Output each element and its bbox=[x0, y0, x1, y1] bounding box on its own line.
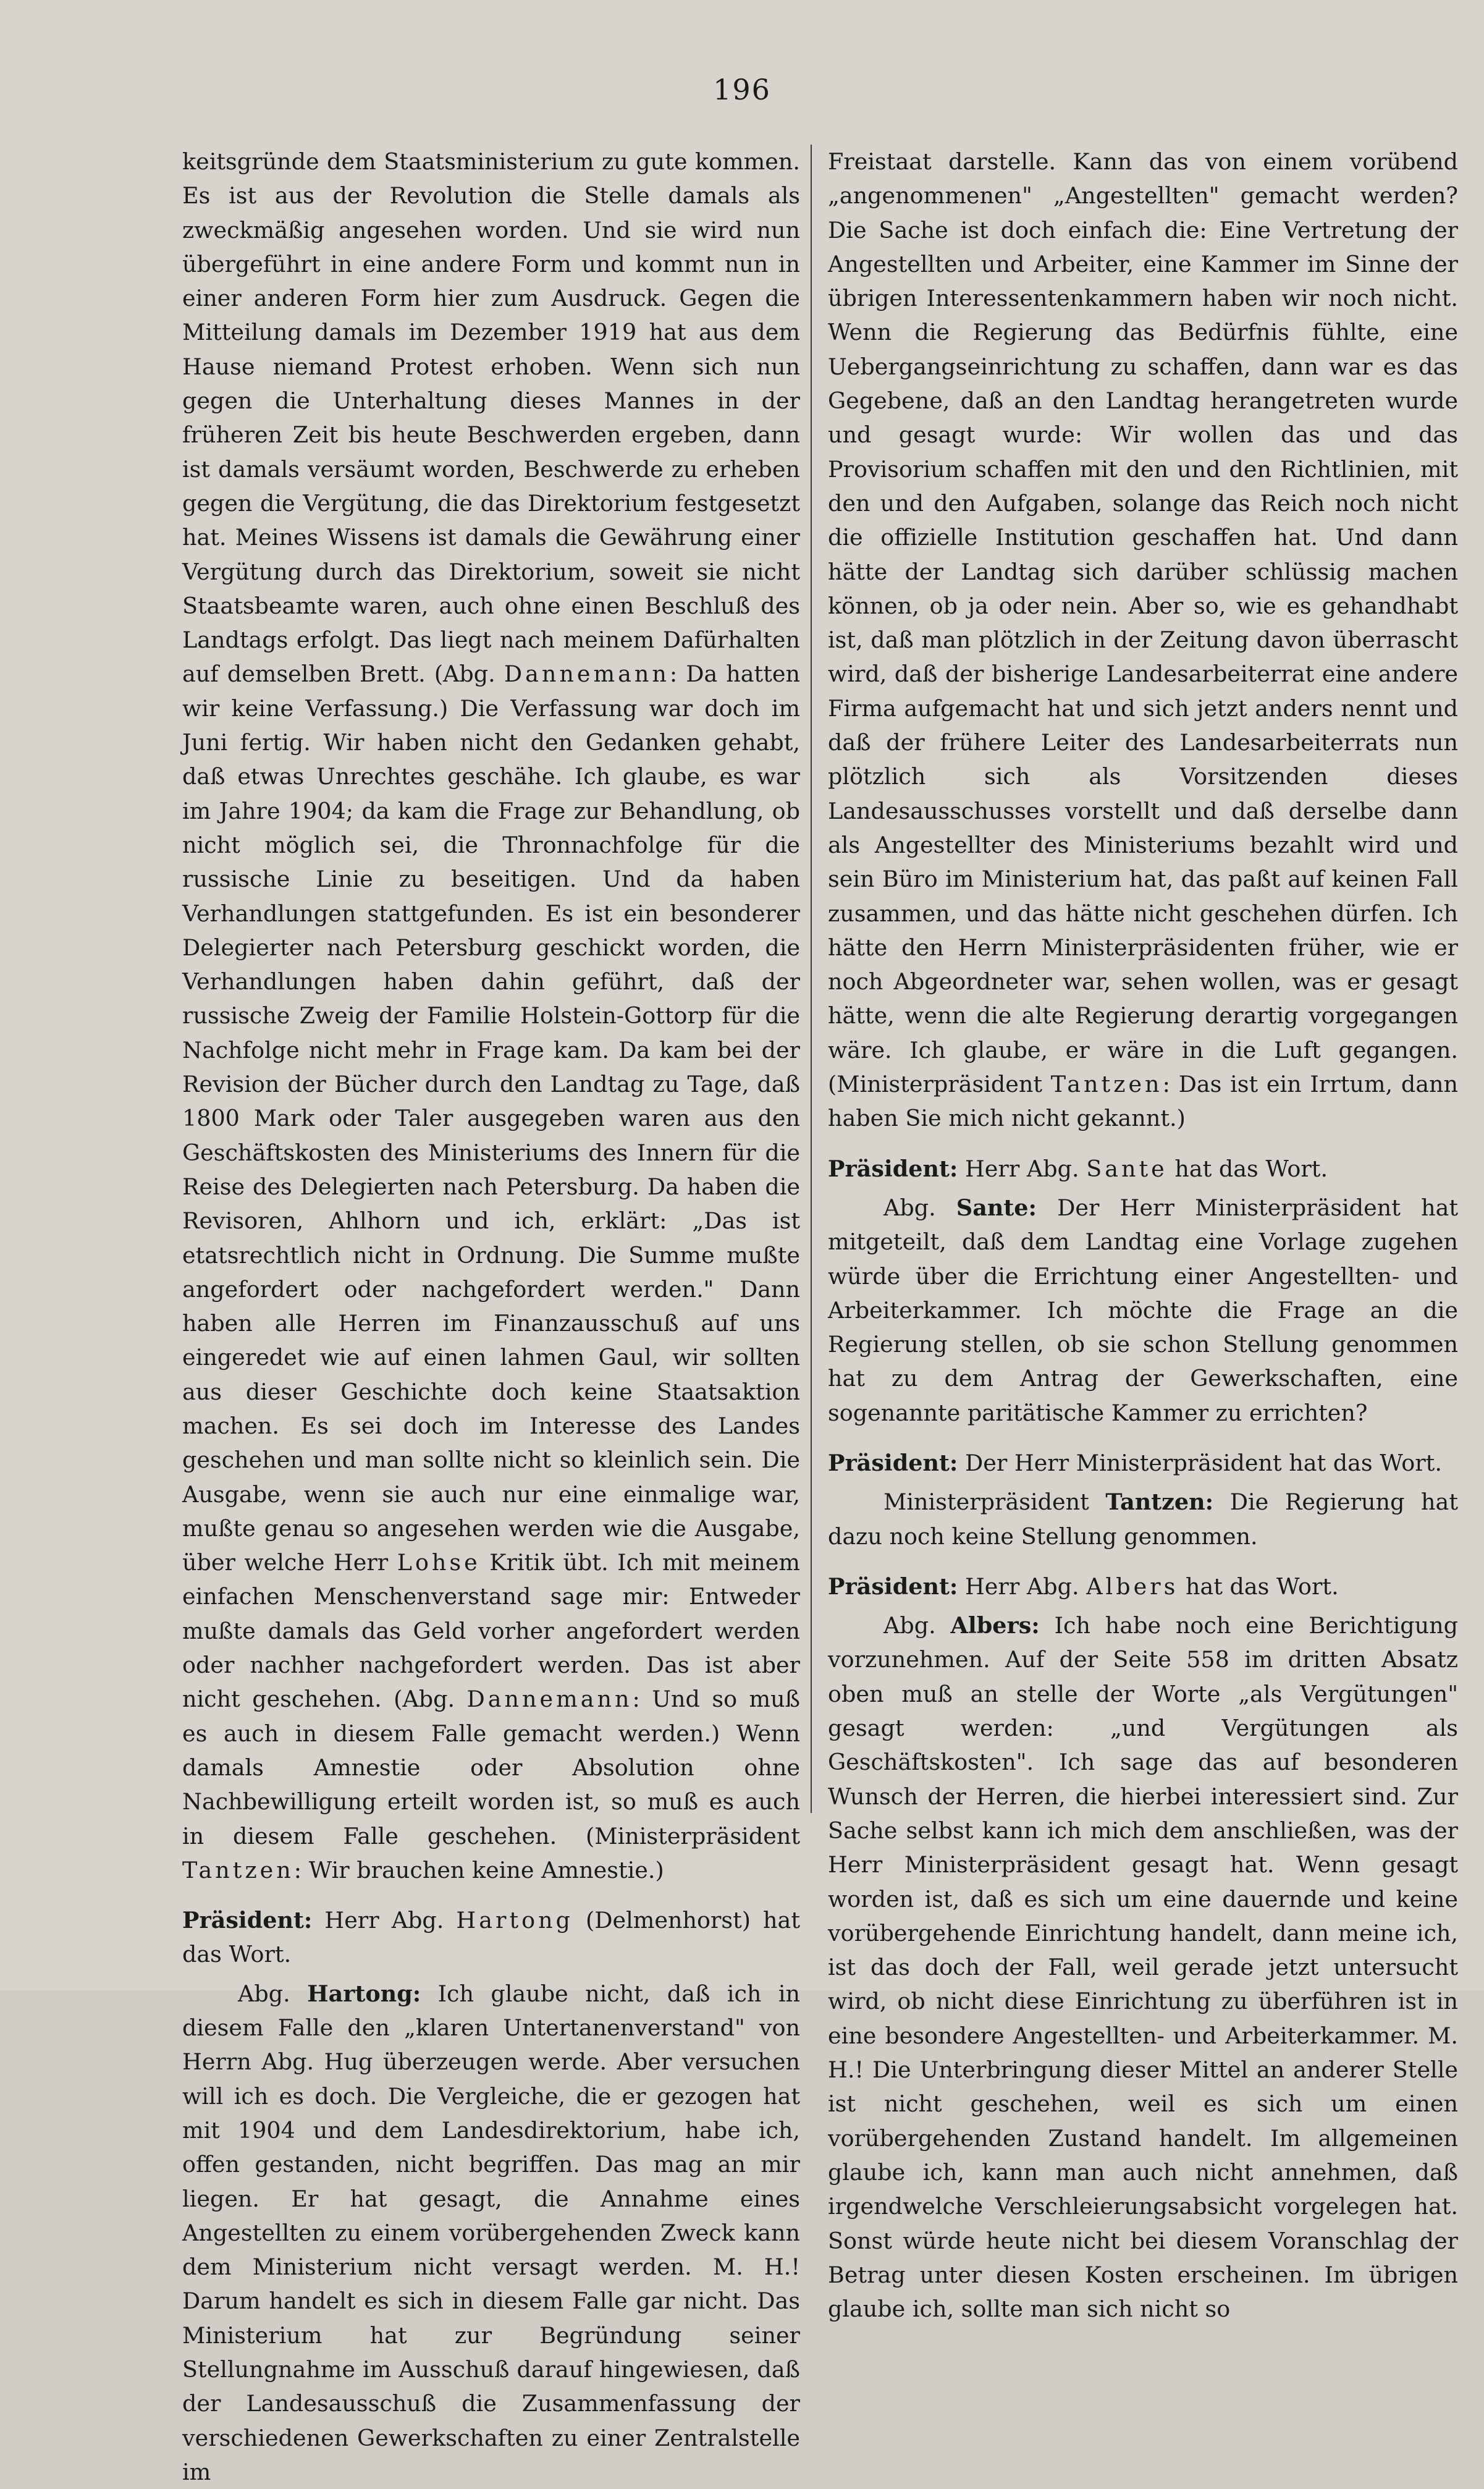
heading-label: Präsident: bbox=[828, 1573, 958, 1600]
paragraph: Abg. Albers: Ich habe noch eine Berichtigung vorzunehmen. Auf der Seite 558 im dritten Absatz oben muß an stelle der Worte „als Vergütungen" gesagt werden: „und Vergütungen als Geschäftskosten". Ich sage das auf besonderen Wunsch der Herren, die hierbei interessiert sind. Zur Sache selbst kann ich mich dem anschließen, was der Herr Ministerpräsident gesagt hat. Wenn gesagt worden ist, daß es sich um eine dauernde und keine vorübergehende Einrichtung handelt, dann meine ich, ist das doch der Fall, weil gerade jetzt untersucht wird, ob nicht diese Einrichtung zu überführen ist in eine besondere Angestellten- und Arbeiterkammer. M. H.! Die Unterbringung dieser Mittel an anderer Stelle ist nicht geschehen, weil es sich um einen vorübergehenden Zustand handelt. Im allgemeinen glaube ich, kann man auch nicht annehmen, daß irgendwelche Verschleierungsabsicht vorgelegen hat. Sonst würde heute nicht bei diesem Voranschlag der Betrag unter diesen Kosten erscheinen. Im übrigen glaube ich, sollte man sich nicht so bbox=[828, 1612, 1458, 2323]
speaker-name: Tantzen: bbox=[1105, 1489, 1214, 1516]
speaker-name: Dannemann bbox=[466, 1686, 633, 1713]
speaker-name: Tantzen bbox=[1050, 1071, 1163, 1098]
speaker-name: Sante bbox=[1086, 1155, 1168, 1182]
paragraph: Abg. Hartong: Ich glaube nicht, daß ich in diesem Falle den „klaren Untertanenverstand" von Herrn Abg. Hug überzeugen werde. Aber versuchen will ich es doch. Die Vergleiche, die er gezogen hat mit 1904 und dem Landesdirektorium, habe ich, offen gestanden, nicht begriffen. Das mag an mir liegen. Er hat gesagt, die Annahme eines Angestellten zu einem vorübergehenden Zweck kann dem Ministerium nicht versagt werden. M. H.! Darum handelt es sich in diesem Falle gar nicht. Das Ministerium hat zur Begründung seiner Stellungnahme im Ausschuß darauf hingewiesen, daß der Landesausschuß die Zusammenfassung der verschiedenen Gewerkschaften zu einer Zentralstelle im bbox=[182, 1980, 801, 2485]
page-number: 196 bbox=[713, 73, 771, 106]
speaker-name: Hartong: bbox=[307, 1980, 421, 2007]
paragraph: keitsgründe dem Staatsministerium zu gute kommen. Es ist aus der Revolution die Stelle damals als zweckmäßig angesehen worden. Und sie wird nun übergeführt in eine andere Form und kommt nun in einer anderen Form hier zum Ausdruck. Gegen die Mitteilung damals im Dezember 1919 hat aus dem Hause niemand Protest erhoben. Wenn sich nun gegen die Unterhaltung dieses Mannes in der früheren Zeit bis heute Beschwerden ergeben, dann ist damals versäumt worden, Beschwerde zu erheben gegen die Vergütung, die das Direktorium festgesetzt hat. Meines Wissens ist damals die Gewährung einer Vergütung durch das Direktorium, soweit sie nicht Staatsbeamte waren, auch ohne einen Beschluß des Landtags erfolgt. Das liegt nach meinem Dafürhalten auf demselben Brett. (Abg. Dannemann: Da hatten wir keine Verfassung.) Die Verfassung war doch im Juni fertig. Wir haben nicht den Gedanken gehabt, daß etwas Unrechtes geschähe. Ich glaube, es war im Jahre 1904; da kam die Frage zur Behandlung, ob nicht möglich sei, die Thronnachfolge für die russische Linie zu beseitigen. Und da haben Verhandlungen stattgefunden. Es ist ein besonderer Delegierter nach Petersburg geschickt worden, die Verhandlungen haben dahin geführt, daß der russische Zweig der Familie Holstein-Gottorp für die Nachfolge nicht mehr in Frage kam. Da kam bei der Revision der Bücher durch den Landtag zu Tage, daß 1800 Mark oder Taler ausgegeben waren aus den Geschäftskosten des Ministeriums des Innern für die Reise des Delegierten nach Petersburg. Da haben die Revisoren, Ahlhorn und ich, erklärt: „Das ist etatsrechtlich nicht in Ordnung. Die Summe mußte angefordert oder nachgefordert werden." Dann haben alle Herren im Finanzausschuß auf uns eingeredet wie auf einen lahmen Gaul, wir sollten aus dieser Geschichte doch keine Staatsaktion machen. Es sei doch im Interesse des Landes geschehen und man sollte nicht so kleinlich sein. Die Ausgabe, wenn sie auch nur eine einmalige war, mußte genau so angesehen werden wie die Ausgabe, über welche Herr Lohse Kritik übt. Ich mit meinem einfachen Menschenverstand sage mir: Entweder mußte damals das Geld vorher angefordert werden oder nachher nachgefordert werden. Das ist aber nicht geschehen. (Abg. Dannemann: Und so muß es auch in diesem Falle gemacht werden.) Wenn damals Amnestie oder Absolution ohne Nachbewilligung erteilt worden ist, so muß es auch in diesem Falle geschehen. (Ministerpräsident Tantzen: Wir brauchen keine Amnestie.) bbox=[182, 148, 800, 1883]
speaker-heading: Präsident: Der Herr Ministerpräsident hat das Wort. bbox=[828, 1449, 1442, 1476]
left-column bbox=[182, 145, 800, 2489]
paragraph: Freistaat darstelle. Kann das von einem vorübend „angenommenen" „Angestellten" gemacht werden? Die Sache ist doch einfach die: Eine Vertretung der Angestellten und Arbeiter, eine Kammer im Sinne der übrigen Interessentenkammern haben wir noch nicht. Wenn die Regierung das Bedürfnis fühlte, eine Uebergangseinrichtung zu schaffen, dann war es das Gegebene, daß an den Landtag herangetreten wurde und gesagt wurde: Wir wollen das und das Provisorium schaffen mit den und den Richtlinien, mit den und den Aufgaben, solange das Reich noch nicht die offizielle Institution geschaffen hat. Und dann hätte der Landtag sich darüber schlüssig machen können, ob ja oder nein. Aber so, wie es gehandhabt ist, daß man plötzlich in der Zeitung davon überrascht wird, daß der bisherige Landesarbeiterrat eine andere Firma aufgemacht hat und sich jetzt anders nennt und daß der frühere Leiter des Landesarbeiterrats nun plötzlich sich als Vorsitzenden dieses Landesausschusses vorstellt und daß derselbe dann als Angestellter des Ministeriums bezahlt wird und sein Büro im Ministerium hat, das paßt auf keinen Fall zusammen, und das hätte nicht geschehen dürfen. Ich hätte den Herrn Ministerpräsidenten früher, wie er noch Abgeordneter war, sehen wollen, was er gesagt hätte, wenn die alte Regierung derartig vorgegangen wäre. Ich glaube, er wäre in die Luft gegangen. (Ministerpräsident Tantzen: Das ist ein Irrtum, dann haben Sie mich nicht gekannt.) bbox=[828, 148, 1459, 1132]
speaker-heading: Präsident: Herr Abg. Sante hat das Wort. bbox=[828, 1155, 1328, 1182]
paragraph: Ministerpräsident Tantzen: Die Regierung hat dazu noch keine Stellung genommen. bbox=[828, 1489, 1458, 1550]
column-divider bbox=[811, 145, 812, 1813]
speaker-name: Albers bbox=[1086, 1573, 1179, 1600]
speaker-name: Albers: bbox=[950, 1612, 1040, 1639]
heading-label: Präsident: bbox=[828, 1155, 958, 1182]
speaker-name: Sante: bbox=[956, 1194, 1037, 1221]
heading-label: Präsident: bbox=[828, 1449, 958, 1476]
speaker-name: Tantzen bbox=[182, 1856, 294, 1883]
right-column bbox=[828, 145, 1458, 2326]
paragraph: Abg. Sante: Der Herr Ministerpräsident hat mitgeteilt, daß dem Landtag eine Vorlage zugehen würde über die Errichtung einer Angestellten- und Arbeiterkammer. Ich möchte die Frage an die Regierung stellen, ob sie schon Stellung genommen hat zu dem Antrag der Gewerkschaften, eine sogenannte paritätische Kammer zu errichten? bbox=[828, 1194, 1458, 1426]
speaker-heading: Präsident: Herr Abg. Hartong (Delmenhorst) hat das Wort. bbox=[182, 1907, 800, 1968]
speaker-name: Lohse bbox=[397, 1549, 481, 1576]
speaker-name: Hartong bbox=[456, 1907, 573, 1934]
speaker-name: Dannemann bbox=[504, 661, 670, 688]
speaker-heading: Präsident: Herr Abg. Albers hat das Wort. bbox=[828, 1573, 1339, 1600]
heading-label: Präsident: bbox=[182, 1907, 313, 1934]
